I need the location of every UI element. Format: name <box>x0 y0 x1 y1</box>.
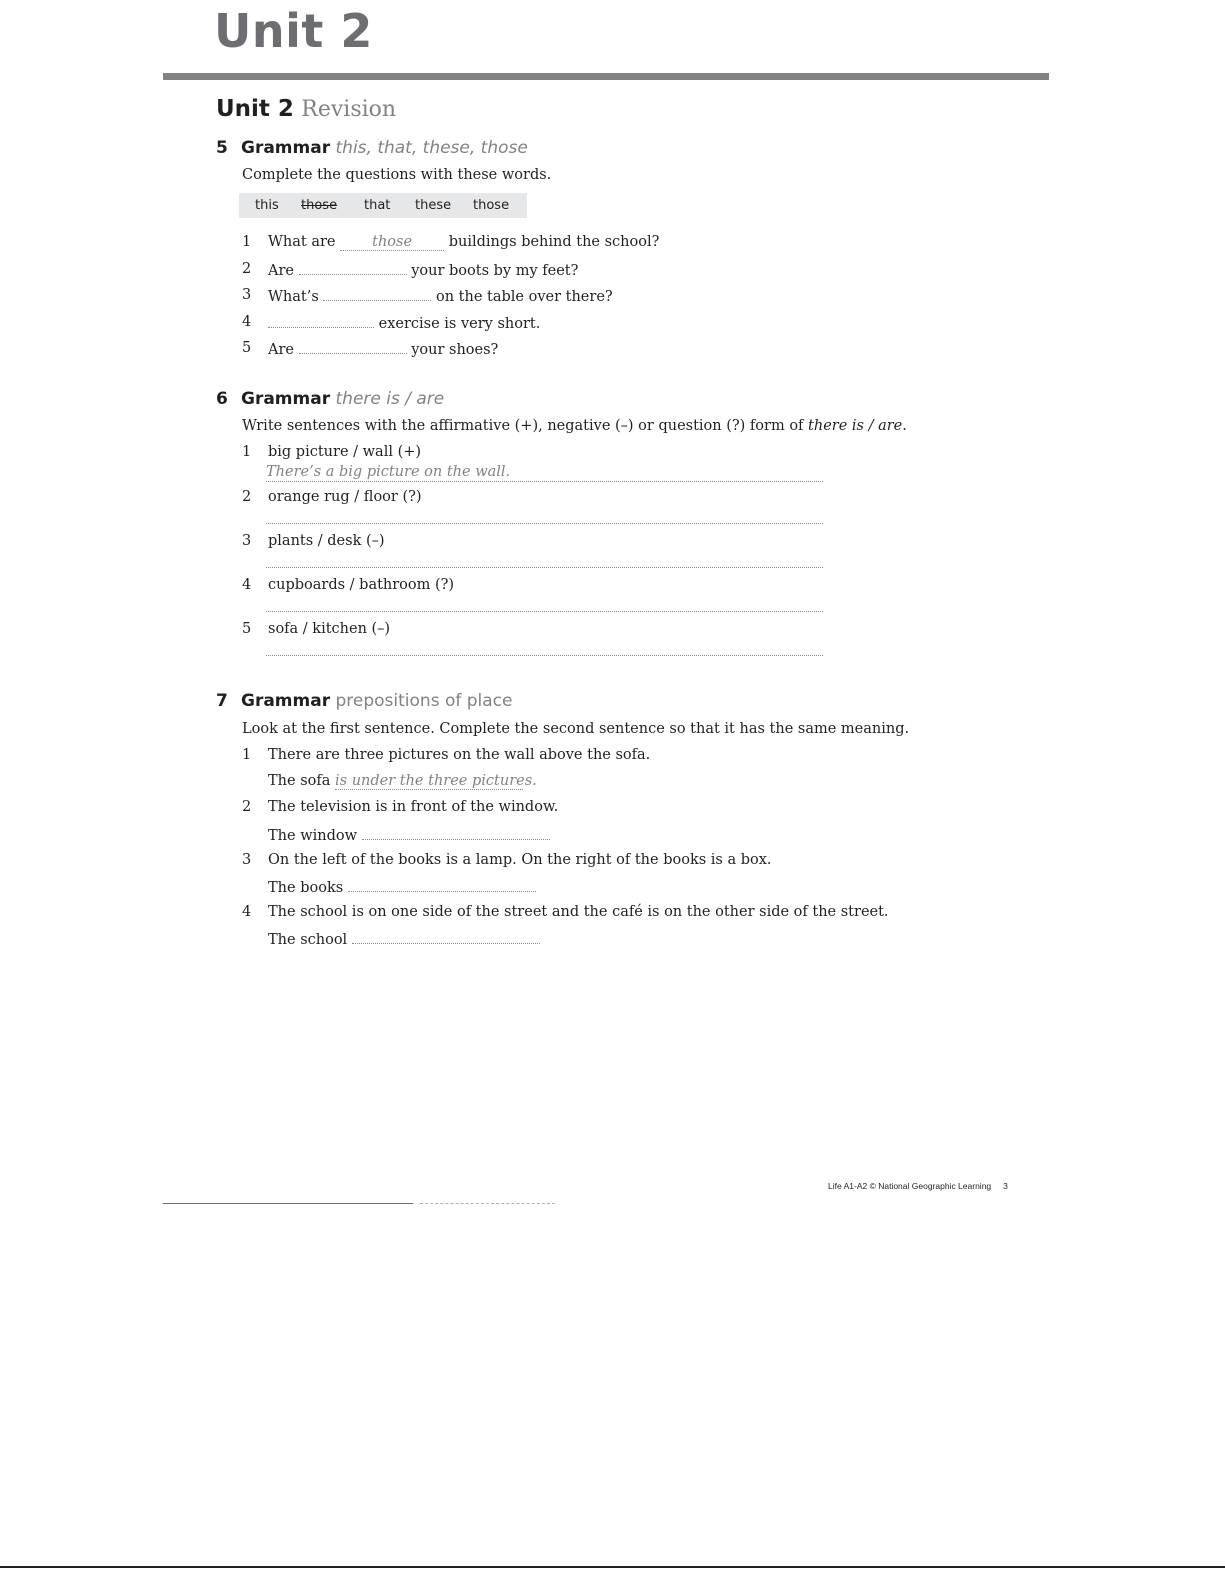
exercise-5-item-4 <box>242 315 742 333</box>
copyright-text: Life A1-A2 © National Geographic Learning <box>828 1181 992 1191</box>
exercise-5-item-3 <box>242 288 742 306</box>
word-box-item: those <box>473 198 510 213</box>
answer-blank[interactable] <box>323 288 431 301</box>
completion-start: The sofa <box>268 773 331 789</box>
completion-start: The window <box>268 828 358 844</box>
instruction-text: Write sentences with the affirmative (+), negative (–) or question (?) form of <box>242 418 809 434</box>
item-sentence: On the left of the books is a lamp. On the right of the books is a box. <box>268 852 772 868</box>
page-heading-unit: Unit 2 <box>216 96 294 122</box>
item-number: 1 <box>242 747 252 763</box>
exercise-topic: prepositions of place <box>335 691 513 711</box>
exercise-7-completion-4 <box>268 931 540 948</box>
item-number: 4 <box>242 904 252 920</box>
exercise-7-completion-3 <box>268 879 536 896</box>
exercise-kind: Grammar <box>241 389 331 409</box>
answer-blank[interactable] <box>299 341 407 354</box>
footer-rule-faint <box>420 1203 555 1205</box>
exercise-number: 7 <box>216 691 228 711</box>
header-rule <box>163 73 1049 80</box>
completion-start: The school <box>268 932 348 948</box>
unit-title: Unit 2 <box>214 4 373 58</box>
exercise-7-title <box>216 693 513 710</box>
item-number: 2 <box>242 261 252 277</box>
exercise-5-item-2 <box>242 262 742 280</box>
item-prompt: plants / desk (–) <box>268 533 385 549</box>
word-box-item-used: those <box>301 198 338 213</box>
item-number: 3 <box>242 287 252 303</box>
answer-blank[interactable] <box>348 879 536 892</box>
exercise-7-completion-1 <box>268 773 537 790</box>
word-box-item: these <box>415 198 452 213</box>
exercise-6-item-1 <box>242 445 802 463</box>
exercise-7-item-4 <box>242 904 889 923</box>
page-heading <box>216 98 396 121</box>
answer-blank-filled[interactable]: is under the three pictures. <box>335 773 537 789</box>
exercise-7-item-3 <box>242 853 832 871</box>
item-prompt: big picture / wall (+) <box>268 444 422 460</box>
exercise-topic: this, that, these, those <box>335 138 528 158</box>
item-sentence: The television is in front of the window. <box>268 799 559 815</box>
exercise-number: 6 <box>216 389 228 409</box>
item-prompt: sofa / kitchen (–) <box>268 621 391 637</box>
answer-blank[interactable] <box>352 931 540 944</box>
item-text-after: your shoes? <box>411 342 499 358</box>
exercise-7-item-2 <box>242 800 832 818</box>
page-footer <box>828 1182 1008 1191</box>
item-text-before: Are <box>268 342 294 358</box>
exercise-6-item-5 <box>242 622 802 640</box>
answer-line-filled[interactable]: There’s a big picture on the wall. <box>266 465 823 482</box>
item-text-before: Are <box>268 263 294 279</box>
instruction-end: . <box>902 418 907 434</box>
exercise-5-instruction: Complete the questions with these words. <box>242 167 552 183</box>
answer-blank-filled[interactable]: those <box>340 235 444 251</box>
exercise-6-instruction <box>242 419 907 434</box>
item-sentence: There are three pictures on the wall above the sofa. <box>268 747 651 763</box>
exercise-6-item-4 <box>242 578 802 596</box>
exercise-7-instruction: Look at the first sentence. Complete the second sentence so that it has the same meaning. <box>242 721 910 737</box>
instruction-italic: there is / are <box>808 418 903 434</box>
exercise-6-item-2 <box>242 490 802 508</box>
item-text-before: What’s <box>268 289 319 305</box>
item-number: 1 <box>242 444 252 460</box>
item-number: 1 <box>242 234 252 250</box>
item-prompt: orange rug / floor (?) <box>268 489 422 505</box>
page-bottom-edge <box>0 1566 1225 1568</box>
word-box <box>239 193 527 218</box>
exercise-7-completion-2 <box>268 827 550 844</box>
exercise-5-item-1 <box>242 235 742 253</box>
item-number: 5 <box>242 621 252 637</box>
exercise-6-title <box>216 391 444 408</box>
answer-blank[interactable] <box>299 262 407 275</box>
item-number: 2 <box>242 799 252 815</box>
answer-blank[interactable] <box>268 315 374 328</box>
exercise-7-item-1 <box>242 748 832 766</box>
exercise-topic: there is / are <box>335 389 445 409</box>
page-number: 3 <box>1003 1181 1008 1191</box>
item-number: 2 <box>242 489 252 505</box>
item-text-after: on the table over there? <box>435 289 613 305</box>
exercise-5-title <box>216 140 528 157</box>
answer-line[interactable] <box>266 567 823 568</box>
page-heading-word: Revision <box>301 97 397 122</box>
item-number: 5 <box>242 340 252 356</box>
completion-start: The books <box>268 880 344 896</box>
word-box-item: this <box>255 198 279 213</box>
item-number: 3 <box>242 852 252 868</box>
item-text-after: buildings behind the school? <box>448 234 660 250</box>
exercise-5-item-5 <box>242 341 742 359</box>
item-text-after: your boots by my feet? <box>411 263 579 279</box>
item-number: 4 <box>242 314 252 330</box>
item-text-after: exercise is very short. <box>378 316 541 332</box>
exercise-kind: Grammar <box>241 691 331 711</box>
answer-line[interactable] <box>266 523 823 524</box>
answer-line[interactable] <box>266 655 823 656</box>
answer-line[interactable] <box>266 611 823 612</box>
item-sentence: The school is on one side of the street and the café is on the other side of the street. <box>268 904 889 920</box>
footer-rule <box>163 1203 413 1204</box>
item-text-before: What are <box>268 234 336 250</box>
item-number: 4 <box>242 577 252 593</box>
item-number: 3 <box>242 533 252 549</box>
exercise-number: 5 <box>216 138 228 158</box>
word-box-item: that <box>364 198 391 213</box>
answer-blank[interactable] <box>362 827 550 840</box>
item-prompt: cupboards / bathroom (?) <box>268 577 455 593</box>
exercise-kind: Grammar <box>241 138 331 158</box>
exercise-6-item-3 <box>242 534 802 552</box>
